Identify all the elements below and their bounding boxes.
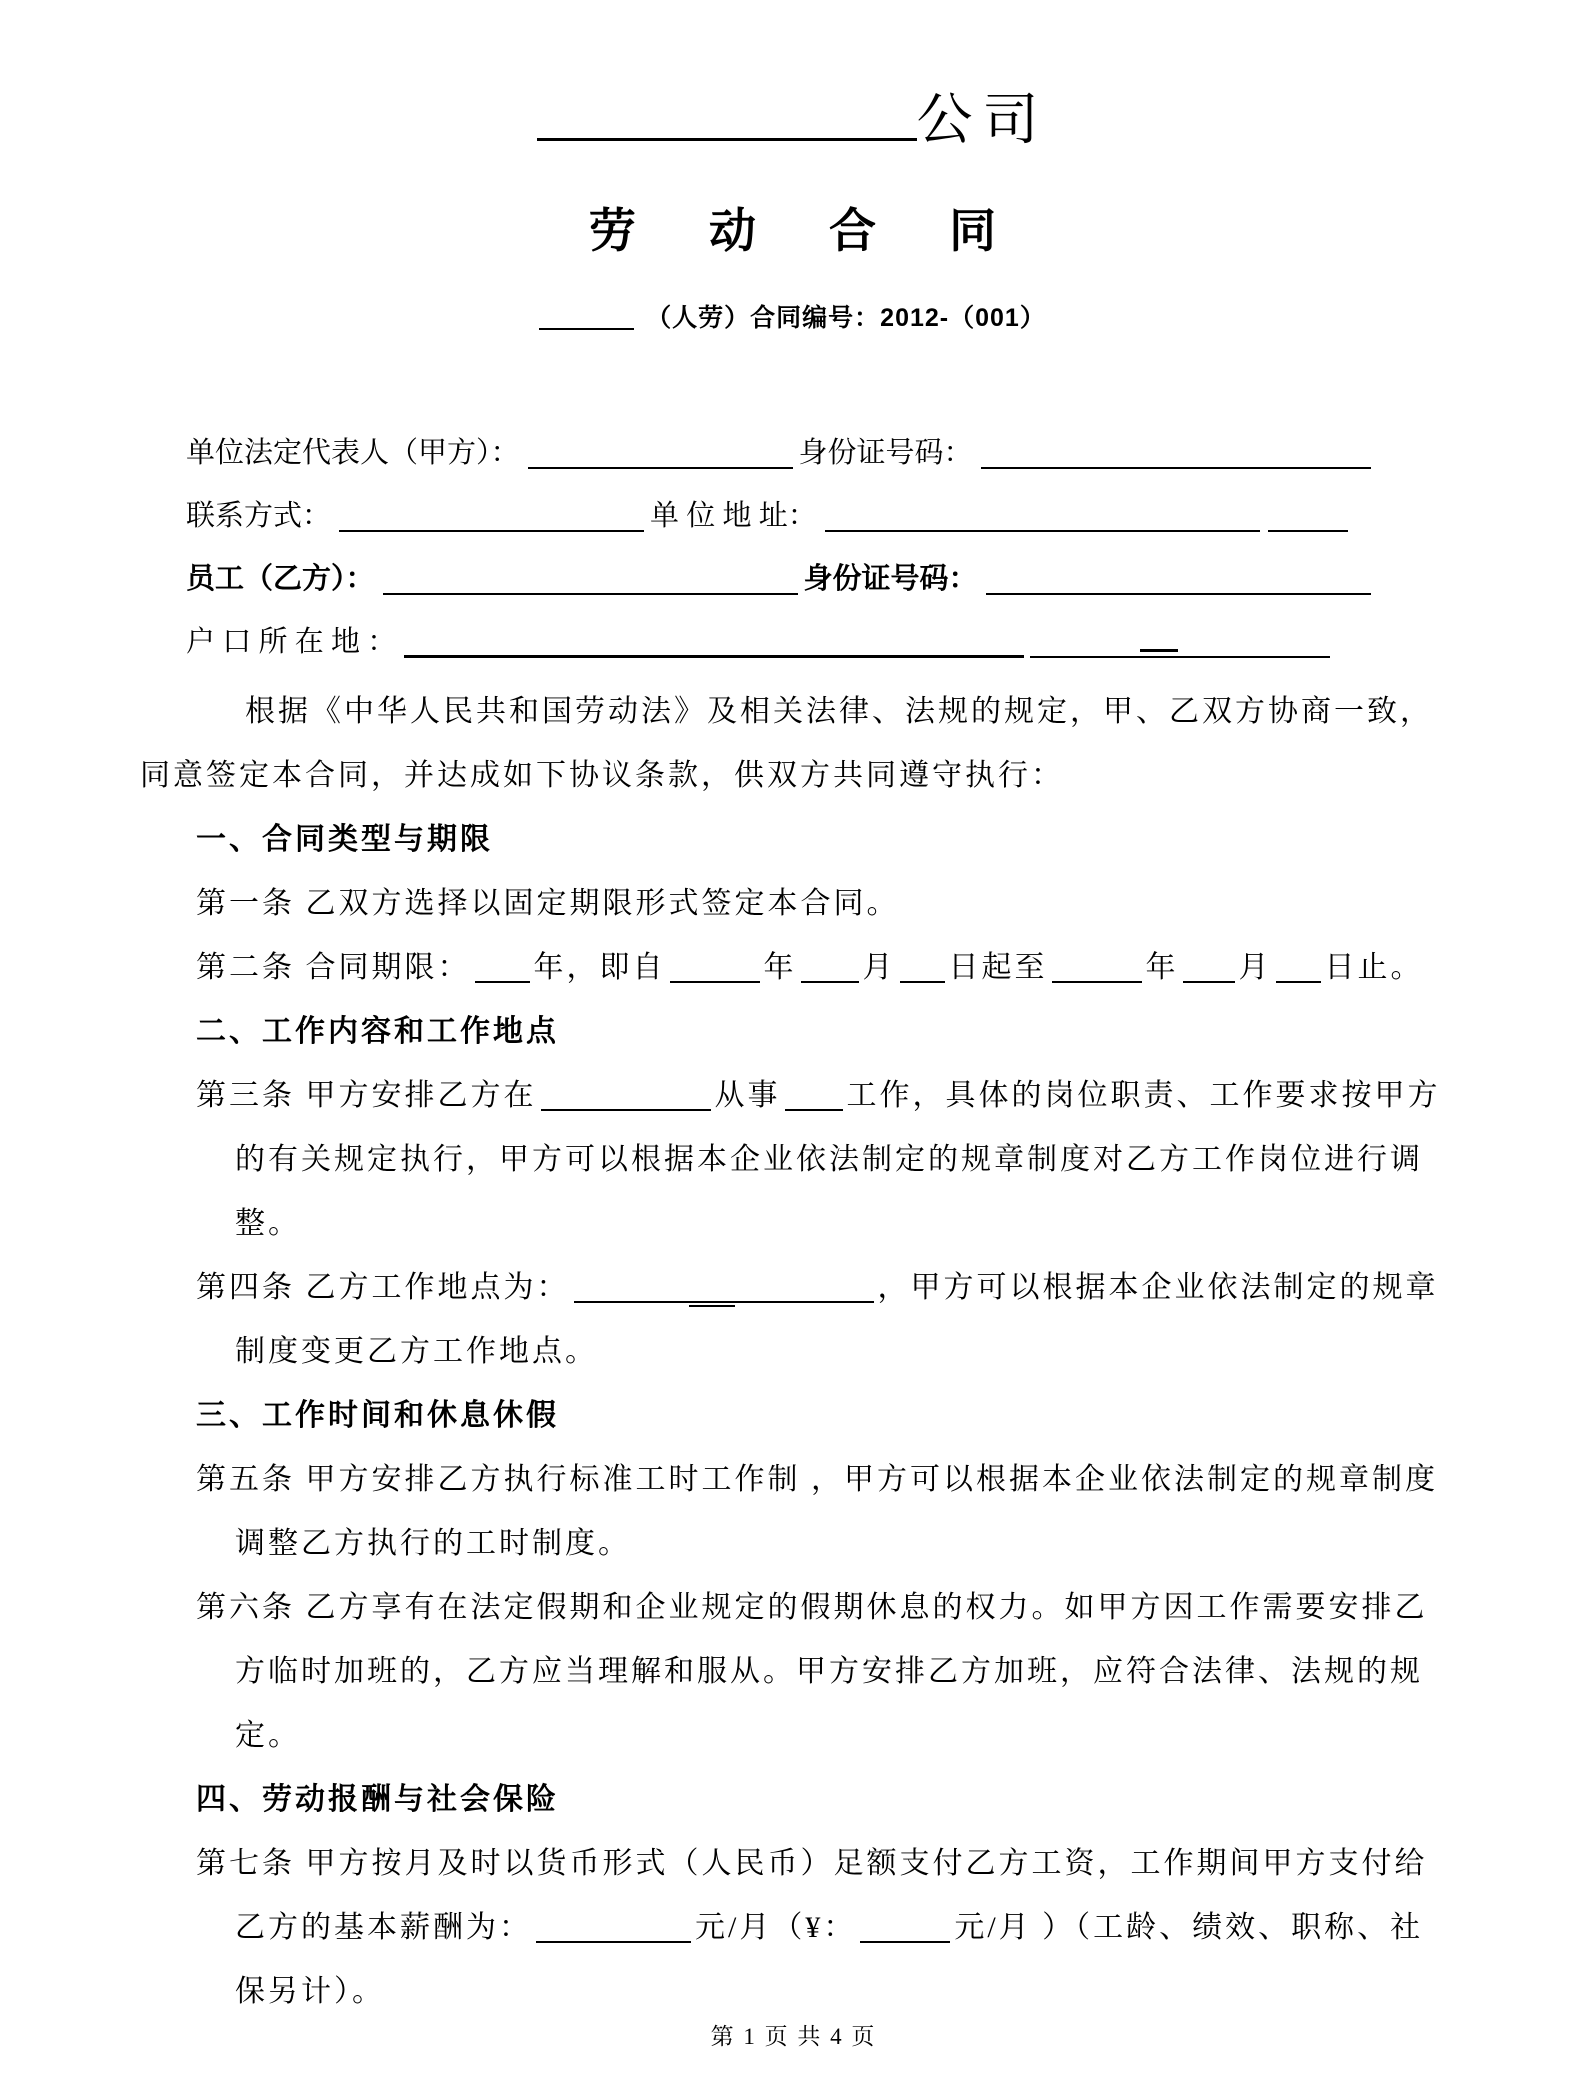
residence-label: 户 口 所 在 地 ： bbox=[186, 626, 397, 658]
clause-2-text-4: 月 bbox=[862, 951, 896, 984]
work-department-blank bbox=[541, 1109, 711, 1111]
start-year-blank bbox=[670, 981, 760, 983]
contract-body bbox=[140, 680, 1445, 2024]
clause-2-text-6: 年 bbox=[1145, 951, 1179, 984]
term-years-blank bbox=[475, 981, 530, 983]
clause-7-text-2: 元/月（¥： bbox=[695, 1911, 857, 1944]
company-address-blank-2 bbox=[1268, 530, 1348, 532]
clause-7-text-1: 第七条 甲方按月及时以货币形式（人民币）足额支付乙方工资，工作期间甲方支付给乙方的基本薪酬为： bbox=[196, 1847, 1428, 1944]
party-row-employee bbox=[186, 548, 1445, 611]
document-title: 劳 动 合 同 bbox=[588, 204, 1027, 257]
clause-7-text-3: 元/月 ）（工龄、绩效、职称、社保另计）。 bbox=[235, 1911, 1424, 2008]
clause-7 bbox=[196, 1832, 1445, 2024]
contract-number-blank bbox=[539, 328, 634, 330]
clause-1: 第一条 乙双方选择以固定期限形式签定本合同。 bbox=[196, 887, 900, 920]
job-title-blank bbox=[785, 1109, 843, 1111]
clause-3 bbox=[196, 1064, 1445, 1256]
id-number-label-b: 身份证号码： bbox=[803, 563, 978, 595]
employee-name-blank bbox=[383, 593, 798, 595]
start-month-blank bbox=[801, 981, 859, 983]
party-row-residence bbox=[186, 611, 1445, 674]
company-suffix: 公司 bbox=[916, 90, 1049, 152]
clause-4-text-1: 第四条 乙方工作地点为： bbox=[196, 1271, 570, 1304]
company-address-label: 单 位 地 址： bbox=[650, 500, 817, 532]
clause-2-text-1: 第二条 合同期限： bbox=[196, 951, 471, 984]
section-heading-2: 二、工作内容和工作地点 bbox=[196, 1015, 559, 1048]
party-row-legal-rep bbox=[186, 422, 1445, 485]
work-location-blank bbox=[574, 1301, 874, 1303]
clause-4 bbox=[196, 1256, 1445, 1384]
contract-number-text: （人劳）合同编号：2012-（001） bbox=[646, 304, 1046, 332]
clause-2-text-7: 月 bbox=[1238, 951, 1272, 984]
clause-2-text-5: 日起至 bbox=[948, 951, 1048, 984]
clause-2 bbox=[196, 936, 1445, 1000]
contract-number-line bbox=[140, 302, 1445, 334]
contact-label: 联系方式： bbox=[186, 500, 332, 532]
section-heading-4: 四、劳动报酬与社会保险 bbox=[196, 1783, 559, 1816]
residence-blank bbox=[404, 655, 1024, 658]
clause-3-text-3: 工作，具体的岗位职责、工作要求按甲方的有关规定执行，甲方可以根据本企业依法制定的规章制度对乙方工作岗位进行调整。 bbox=[235, 1079, 1441, 1240]
employee-label: 员工（乙方）： bbox=[186, 563, 375, 595]
clause-2-text-2: 年，即自 bbox=[533, 951, 666, 984]
parties-info-block bbox=[186, 422, 1445, 674]
underline-overlap-dash bbox=[689, 1305, 735, 1307]
underline-overlap-dash bbox=[1140, 649, 1178, 652]
company-name-blank bbox=[537, 138, 917, 141]
residence-blank-2 bbox=[1030, 656, 1330, 658]
start-day-blank bbox=[900, 981, 945, 983]
legal-rep-label: 单位法定代表人（甲方）： bbox=[186, 437, 520, 469]
company-title-line bbox=[140, 92, 1445, 150]
salary-amount-numeric-blank bbox=[860, 1941, 950, 1943]
clause-2-text-3: 年 bbox=[763, 951, 797, 984]
id-number-blank-a bbox=[981, 467, 1371, 469]
contact-blank bbox=[339, 530, 644, 532]
page-footer: 第 1 页 共 4 页 bbox=[710, 2024, 877, 2049]
clause-5: 第五条 甲方安排乙方执行标准工时工作制 ，甲方可以根据本企业依法制定的规章制度调整乙方执行的工时制度。 bbox=[196, 1463, 1438, 1560]
clause-2-text-8: 日止。 bbox=[1324, 951, 1424, 984]
end-day-blank bbox=[1276, 981, 1321, 983]
id-number-blank-b bbox=[986, 593, 1371, 595]
section-heading-1: 一、合同类型与期限 bbox=[196, 823, 493, 856]
legal-rep-name-blank bbox=[528, 467, 793, 469]
company-address-blank bbox=[825, 530, 1260, 532]
end-year-blank bbox=[1052, 981, 1142, 983]
clause-6: 第六条 乙方享有在法定假期和企业规定的假期休息的权力。如甲方因工作需要安排乙方临时加班的，乙方应当理解和服从。甲方安排乙方加班，应符合法律、法规的规定。 bbox=[196, 1591, 1428, 1752]
id-number-label-a: 身份证号码： bbox=[798, 437, 973, 469]
clause-3-text-1: 第三条 甲方安排乙方在 bbox=[196, 1079, 537, 1112]
salary-amount-blank bbox=[536, 1941, 691, 1943]
clause-4-text-2: ，甲方可以根据本企业依法制定的规章制度变更乙方工作地点。 bbox=[235, 1271, 1439, 1368]
clause-3-text-2: 从事 bbox=[714, 1079, 781, 1112]
end-month-blank bbox=[1183, 981, 1235, 983]
intro-paragraph: 根据《中华人民共和国劳动法》及相关法律、法规的规定，甲、乙双方协商一致，同意签定本合同，并达成如下协议条款，供双方共同遵守执行： bbox=[140, 695, 1433, 792]
party-row-contact bbox=[186, 485, 1445, 548]
section-heading-3: 三、工作时间和休息休假 bbox=[196, 1399, 559, 1432]
